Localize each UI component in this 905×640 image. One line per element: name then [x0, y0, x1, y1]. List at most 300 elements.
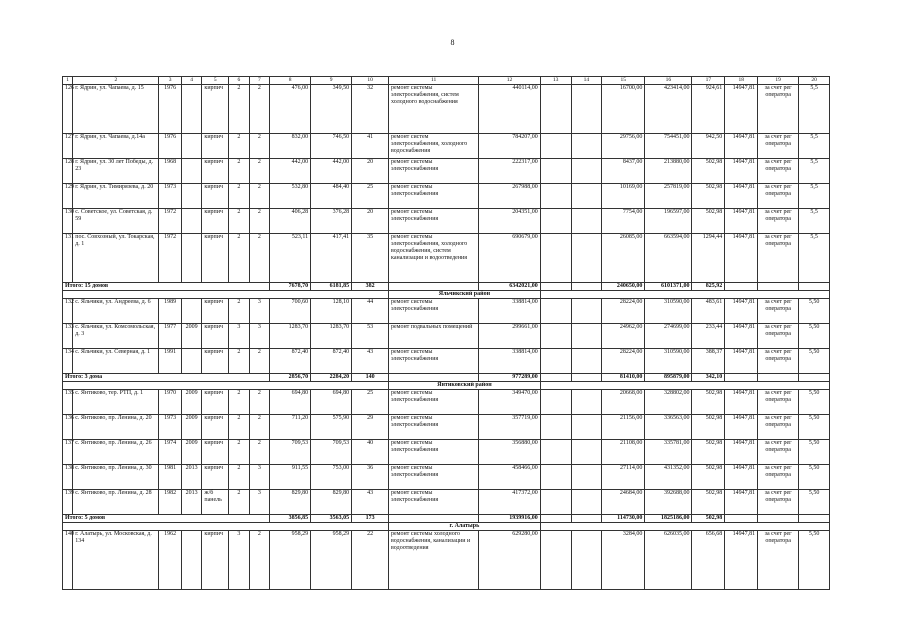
- cell-a1: 406,28: [270, 209, 311, 234]
- cell-term: 5,50: [799, 465, 830, 490]
- cell-y1: 1989: [159, 299, 182, 324]
- cell-en: 3: [249, 324, 270, 349]
- cell-en: 2: [249, 349, 270, 374]
- table-row: [63, 184, 830, 209]
- cell-c17: 502,98: [692, 440, 725, 465]
- section-blank: [540, 291, 829, 299]
- cell-y1: 1973: [159, 415, 182, 440]
- cell-c15: 7754,00: [602, 209, 645, 234]
- cell-y1: 1976: [159, 134, 182, 159]
- cell-mat: кирпич: [202, 324, 229, 349]
- total-empty: [725, 374, 758, 382]
- cell-term: 5,50: [799, 299, 830, 324]
- cell-a1: 872,40: [270, 349, 311, 374]
- cell-fl: 2: [229, 209, 250, 234]
- table-row: [63, 134, 830, 159]
- cell-p: 25: [352, 390, 389, 415]
- cell-n: 128: [63, 159, 73, 184]
- cell-c18: 14947,81: [725, 299, 758, 324]
- cell-term: 5,50: [799, 349, 830, 374]
- cell-en: 2: [249, 415, 270, 440]
- cell-y2: 2009: [181, 324, 202, 349]
- cell-fl: 3: [229, 531, 250, 590]
- cell-p: 43: [352, 349, 389, 374]
- cell-y2: 2009: [181, 440, 202, 465]
- cell-en: 2: [249, 184, 270, 209]
- cell-y2: [181, 184, 202, 209]
- table-row: [63, 85, 830, 134]
- cell-y1: 1968: [159, 159, 182, 184]
- cell-fl: 2: [229, 134, 250, 159]
- cell-work: ремонт системы электроснабжения: [389, 390, 479, 415]
- cell-n: 137: [63, 440, 73, 465]
- cell-c15: 28224,00: [602, 349, 645, 374]
- cell-a1: 476,00: [270, 85, 311, 134]
- table-row: [63, 349, 830, 374]
- total-empty: [725, 283, 758, 291]
- total-a1: 7678,70: [270, 283, 311, 291]
- table-row: [63, 234, 830, 283]
- total-empty: [758, 374, 799, 382]
- cell-p: 40: [352, 440, 389, 465]
- total-c17: 342,10: [692, 374, 725, 382]
- cell-c14: [571, 349, 602, 374]
- cell-c14: [571, 440, 602, 465]
- total-p: 173: [352, 515, 389, 523]
- cell-y1: 1977: [159, 324, 182, 349]
- cell-en: 2: [249, 85, 270, 134]
- column-number: 4: [181, 77, 202, 85]
- total-empty: [571, 374, 602, 382]
- cell-a2: 709,53: [311, 440, 352, 465]
- column-number: 6: [229, 77, 250, 85]
- cell-a1: 523,11: [270, 234, 311, 283]
- section-title: г. Алатырь: [389, 523, 541, 531]
- cell-c13: [540, 85, 571, 134]
- cell-c13: [540, 465, 571, 490]
- cell-y1: 1972: [159, 234, 182, 283]
- cell-term: 5,5: [799, 134, 830, 159]
- cell-fl: 2: [229, 234, 250, 283]
- cell-mat: кирпич: [202, 465, 229, 490]
- total-empty: [571, 515, 602, 523]
- cell-sum: 440114,00: [479, 85, 541, 134]
- cell-y2: [181, 299, 202, 324]
- total-empty: [571, 283, 602, 291]
- cell-addr: с. Яльчики, ул. Андреева, д. 6: [73, 299, 159, 324]
- cell-src: за счет рег оператора: [758, 531, 799, 590]
- cell-sum: 357719,00: [479, 415, 541, 440]
- section-row: [63, 291, 830, 299]
- cell-c16: 423414,00: [645, 85, 692, 134]
- cell-en: 3: [249, 299, 270, 324]
- cell-c15: 28224,00: [602, 299, 645, 324]
- cell-c18: 14947,81: [725, 85, 758, 134]
- total-empty: [389, 283, 479, 291]
- cell-y2: 2009: [181, 415, 202, 440]
- cell-c16: 196597,00: [645, 209, 692, 234]
- column-number-row: [63, 77, 830, 85]
- cell-sum: 784207,00: [479, 134, 541, 159]
- cell-term: 5,5: [799, 184, 830, 209]
- total-a1: 3856,85: [270, 515, 311, 523]
- cell-term: 5,5: [799, 209, 830, 234]
- cell-n: 130: [63, 209, 73, 234]
- cell-c14: [571, 531, 602, 590]
- cell-en: 2: [249, 209, 270, 234]
- cell-n: 131: [63, 234, 73, 283]
- cell-mat: кирпич: [202, 159, 229, 184]
- cell-fl: 2: [229, 490, 250, 515]
- cell-sum: 204351,00: [479, 209, 541, 234]
- cell-y2: 2013: [181, 490, 202, 515]
- cell-c16: 335781,00: [645, 440, 692, 465]
- cell-c13: [540, 490, 571, 515]
- cell-a1: 829,80: [270, 490, 311, 515]
- cell-work: ремонт системы электроснабжения: [389, 465, 479, 490]
- column-number: 12: [479, 77, 541, 85]
- cell-term: 5,50: [799, 415, 830, 440]
- cell-sum: 338814,00: [479, 349, 541, 374]
- cell-y1: 1976: [159, 85, 182, 134]
- cell-n: 127: [63, 134, 73, 159]
- column-number: 19: [758, 77, 799, 85]
- total-c17: 825,92: [692, 283, 725, 291]
- column-number: 13: [540, 77, 571, 85]
- cell-c16: 431352,00: [645, 465, 692, 490]
- cell-n: 132: [63, 299, 73, 324]
- cell-a2: 746,50: [311, 134, 352, 159]
- cell-c17: 1294,44: [692, 234, 725, 283]
- cell-p: 35: [352, 234, 389, 283]
- total-label: Итого: 5 домов: [63, 515, 270, 523]
- cell-en: 2: [249, 440, 270, 465]
- cell-c16: 257819,00: [645, 184, 692, 209]
- total-sum: 977289,00: [479, 374, 541, 382]
- cell-work: ремонт системы холодного водоснабжения, канализации и водоотведения: [389, 531, 479, 590]
- cell-fl: 2: [229, 85, 250, 134]
- cell-en: 2: [249, 390, 270, 415]
- cell-c16: 336563,00: [645, 415, 692, 440]
- cell-c15: 24684,00: [602, 490, 645, 515]
- section-blank: [540, 382, 829, 390]
- cell-y2: [181, 85, 202, 134]
- total-c16: 1825186,00: [645, 515, 692, 523]
- total-empty: [540, 374, 571, 382]
- cell-c16: 754451,00: [645, 134, 692, 159]
- cell-term: 5,50: [799, 440, 830, 465]
- cell-y1: 1972: [159, 209, 182, 234]
- cell-y1: 1982: [159, 490, 182, 515]
- cell-n: 135: [63, 390, 73, 415]
- total-c16: 895879,00: [645, 374, 692, 382]
- cell-a2: 575,90: [311, 415, 352, 440]
- cell-c17: 388,37: [692, 349, 725, 374]
- cell-c14: [571, 234, 602, 283]
- cell-mat: ж/б панель: [202, 490, 229, 515]
- column-number: 1: [63, 77, 73, 85]
- cell-c15: 27114,00: [602, 465, 645, 490]
- cell-y2: [181, 234, 202, 283]
- cell-a2: 442,00: [311, 159, 352, 184]
- total-a2: 3563,05: [311, 515, 352, 523]
- page-number: 8: [450, 38, 455, 47]
- column-number: 17: [692, 77, 725, 85]
- cell-src: за счет рег оператора: [758, 85, 799, 134]
- cell-en: 2: [249, 531, 270, 590]
- cell-c15: 29756,00: [602, 134, 645, 159]
- cell-y2: [181, 209, 202, 234]
- cell-c18: 14947,81: [725, 349, 758, 374]
- cell-c17: 502,98: [692, 209, 725, 234]
- cell-c18: 14947,81: [725, 209, 758, 234]
- cell-a2: 872,40: [311, 349, 352, 374]
- cell-a2: 349,50: [311, 85, 352, 134]
- cell-fl: 2: [229, 349, 250, 374]
- cell-n: 139: [63, 490, 73, 515]
- cell-src: за счет рег оператора: [758, 184, 799, 209]
- total-c15: 114730,00: [602, 515, 645, 523]
- cell-mat: кирпич: [202, 234, 229, 283]
- cell-en: 2: [249, 234, 270, 283]
- section-row: [63, 523, 830, 531]
- total-label: Итого: 15 домов: [63, 283, 270, 291]
- cell-c16: 274699,00: [645, 324, 692, 349]
- cell-n: 134: [63, 349, 73, 374]
- cell-work: ремонт системы электроснабжения: [389, 440, 479, 465]
- table-row: [63, 209, 830, 234]
- table-row: [63, 390, 830, 415]
- cell-a1: 700,60: [270, 299, 311, 324]
- cell-fl: 2: [229, 184, 250, 209]
- total-c17: 502,98: [692, 515, 725, 523]
- cell-fl: 2: [229, 390, 250, 415]
- cell-mat: кирпич: [202, 415, 229, 440]
- cell-p: 44: [352, 299, 389, 324]
- cell-c17: 656,68: [692, 531, 725, 590]
- total-a2: 6181,85: [311, 283, 352, 291]
- cell-a1: 832,00: [270, 134, 311, 159]
- cell-n: 133: [63, 324, 73, 349]
- cell-term: 5,5: [799, 159, 830, 184]
- section-title: Яльчикский район: [389, 291, 541, 299]
- cell-a1: 442,00: [270, 159, 311, 184]
- cell-sum: 356880,00: [479, 440, 541, 465]
- total-c15: 81410,00: [602, 374, 645, 382]
- cell-y2: [181, 159, 202, 184]
- cell-c18: 14947,81: [725, 531, 758, 590]
- cell-p: 25: [352, 184, 389, 209]
- total-empty: [540, 283, 571, 291]
- cell-c15: 21156,00: [602, 415, 645, 440]
- cell-c15: 10169,00: [602, 184, 645, 209]
- cell-a1: 711,20: [270, 415, 311, 440]
- cell-a1: 709,53: [270, 440, 311, 465]
- cell-y2: [181, 349, 202, 374]
- cell-c16: 626035,00: [645, 531, 692, 590]
- cell-fl: 2: [229, 159, 250, 184]
- cell-c13: [540, 531, 571, 590]
- cell-c17: 502,98: [692, 415, 725, 440]
- cell-addr: г. Ядрин, ул. 30 лет Победы, д. 23: [73, 159, 159, 184]
- cell-y1: 1962: [159, 531, 182, 590]
- cell-c14: [571, 415, 602, 440]
- cell-y2: 2009: [181, 390, 202, 415]
- cell-c17: 502,98: [692, 490, 725, 515]
- cell-mat: кирпич: [202, 349, 229, 374]
- table-row: [63, 440, 830, 465]
- cell-c18: 14947,81: [725, 440, 758, 465]
- cell-n: 126: [63, 85, 73, 134]
- cell-c15: 20668,00: [602, 390, 645, 415]
- column-number: 11: [389, 77, 479, 85]
- cell-src: за счет рег оператора: [758, 390, 799, 415]
- cell-a2: 376,28: [311, 209, 352, 234]
- cell-y1: 1973: [159, 184, 182, 209]
- cell-term: 5,50: [799, 324, 830, 349]
- total-row: [63, 374, 830, 382]
- column-number: 18: [725, 77, 758, 85]
- total-empty: [389, 374, 479, 382]
- total-empty: [389, 515, 479, 523]
- cell-n: 129: [63, 184, 73, 209]
- cell-c14: [571, 390, 602, 415]
- table-row: [63, 159, 830, 184]
- section-blank: [63, 382, 389, 390]
- cell-c16: 310590,00: [645, 349, 692, 374]
- cell-sum: 349470,00: [479, 390, 541, 415]
- total-empty: [758, 283, 799, 291]
- total-sum: 6342021,00: [479, 283, 541, 291]
- column-number: 9: [311, 77, 352, 85]
- cell-c14: [571, 490, 602, 515]
- cell-src: за счет рег оператора: [758, 349, 799, 374]
- column-number: 20: [799, 77, 830, 85]
- cell-a2: 417,41: [311, 234, 352, 283]
- column-number: 2: [73, 77, 159, 85]
- cell-p: 53: [352, 324, 389, 349]
- cell-a2: 128,10: [311, 299, 352, 324]
- cell-c17: 942,50: [692, 134, 725, 159]
- cell-c13: [540, 440, 571, 465]
- total-c16: 6101371,00: [645, 283, 692, 291]
- cell-work: ремонт системы электроснабжения: [389, 349, 479, 374]
- cell-mat: кирпич: [202, 184, 229, 209]
- cell-fl: 2: [229, 415, 250, 440]
- cell-addr: г. Ядрин, ул. Тимирязева, д. 20: [73, 184, 159, 209]
- cell-c18: 14947,81: [725, 184, 758, 209]
- cell-y1: 1974: [159, 440, 182, 465]
- cell-p: 22: [352, 531, 389, 590]
- cell-c13: [540, 134, 571, 159]
- cell-term: 5,50: [799, 531, 830, 590]
- cell-sum: 629280,00: [479, 531, 541, 590]
- cell-p: 32: [352, 85, 389, 134]
- cell-c17: 502,98: [692, 184, 725, 209]
- cell-addr: г. Ядрин, ул. Чапаева, д. 15: [73, 85, 159, 134]
- table-row: [63, 465, 830, 490]
- cell-c14: [571, 324, 602, 349]
- cell-addr: с. Янтиково, пр. Ленина, д. 26: [73, 440, 159, 465]
- cell-y2: [181, 531, 202, 590]
- cell-c13: [540, 209, 571, 234]
- cell-a2: 829,80: [311, 490, 352, 515]
- cell-c16: 663594,00: [645, 234, 692, 283]
- total-empty: [725, 515, 758, 523]
- cell-fl: 2: [229, 465, 250, 490]
- total-empty: [799, 283, 830, 291]
- cell-mat: кирпич: [202, 299, 229, 324]
- cell-y1: 1981: [159, 465, 182, 490]
- cell-work: ремонт системы электроснабжения: [389, 415, 479, 440]
- cell-c18: 14947,81: [725, 415, 758, 440]
- cell-src: за счет рег оператора: [758, 234, 799, 283]
- cell-c18: 14947,81: [725, 390, 758, 415]
- cell-c17: 502,98: [692, 390, 725, 415]
- table-row: [63, 531, 830, 590]
- total-empty: [799, 515, 830, 523]
- cell-mat: кирпич: [202, 531, 229, 590]
- total-empty: [758, 515, 799, 523]
- section-blank: [540, 523, 829, 531]
- cell-n: 136: [63, 415, 73, 440]
- total-row: [63, 283, 830, 291]
- cell-y2: [181, 134, 202, 159]
- table-row: [63, 490, 830, 515]
- cell-c15: 21108,00: [602, 440, 645, 465]
- cell-addr: с. Янтиково, тер. РТП, д. 1: [73, 390, 159, 415]
- cell-a1: 694,80: [270, 390, 311, 415]
- cell-addr: с. Янтиково, пр. Ленина, д. 20: [73, 415, 159, 440]
- cell-y1: 1991: [159, 349, 182, 374]
- cell-addr: г. Алатырь, ул. Московская, д. 134: [73, 531, 159, 590]
- cell-c16: 328802,00: [645, 390, 692, 415]
- cell-src: за счет рег оператора: [758, 134, 799, 159]
- cell-a1: 911,55: [270, 465, 311, 490]
- cell-term: 5,50: [799, 490, 830, 515]
- cell-a2: 753,00: [311, 465, 352, 490]
- cell-sum: 338814,00: [479, 299, 541, 324]
- cell-addr: пос. Совхозный, ул. Токарская, д. 1: [73, 234, 159, 283]
- table-row: [63, 415, 830, 440]
- cell-mat: кирпич: [202, 390, 229, 415]
- cell-c13: [540, 159, 571, 184]
- cell-sum: 222317,00: [479, 159, 541, 184]
- cell-c13: [540, 390, 571, 415]
- cell-c13: [540, 234, 571, 283]
- cell-p: 41: [352, 134, 389, 159]
- cell-c14: [571, 134, 602, 159]
- cell-work: ремонт системы электроснабжения: [389, 159, 479, 184]
- cell-addr: г. Ядрин, ул. Чапаева, д.14а: [73, 134, 159, 159]
- cell-c17: 924,61: [692, 85, 725, 134]
- cell-c13: [540, 299, 571, 324]
- cell-c14: [571, 465, 602, 490]
- cell-a1: 532,80: [270, 184, 311, 209]
- cell-sum: 267988,00: [479, 184, 541, 209]
- cell-fl: 2: [229, 299, 250, 324]
- cell-p: 36: [352, 465, 389, 490]
- cell-work: ремонт системы электроснабжения: [389, 299, 479, 324]
- cell-src: за счет рег оператора: [758, 324, 799, 349]
- cell-addr: с. Яльчики, ул. Северная, д. 1: [73, 349, 159, 374]
- column-number: 5: [202, 77, 229, 85]
- section-row: [63, 382, 830, 390]
- cell-fl: 3: [229, 324, 250, 349]
- cell-en: 3: [249, 490, 270, 515]
- column-number: 10: [352, 77, 389, 85]
- cell-a2: 958,29: [311, 531, 352, 590]
